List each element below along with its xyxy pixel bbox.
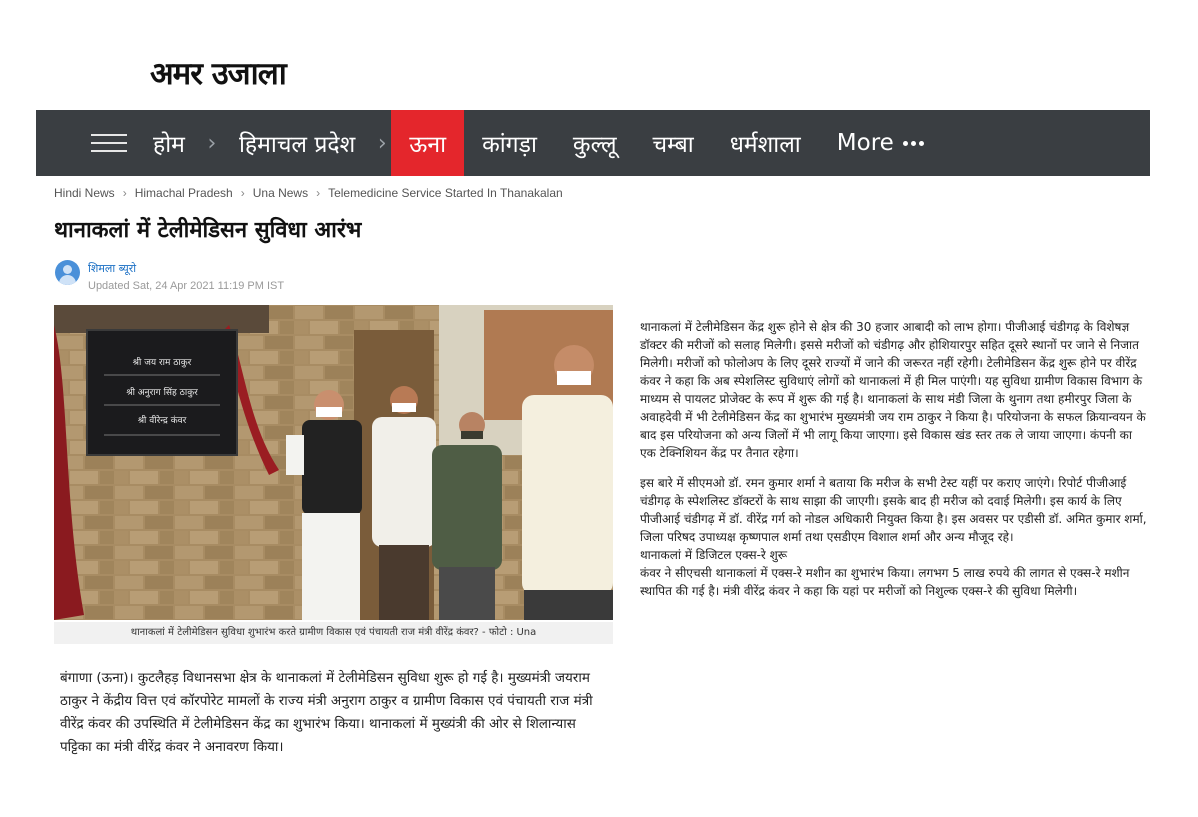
menu-icon[interactable] <box>91 132 127 154</box>
breadcrumb-link-una-news[interactable]: Una News <box>252 186 309 200</box>
article-photo <box>54 305 613 620</box>
breadcrumb-link-hindi-news[interactable]: Hindi News <box>54 186 115 200</box>
article-lead-paragraph: बंगाणा (ऊना)। कुटलैहड़ विधानसभा क्षेत्र के थानाकलां में टेलीमेडिसन सुविधा शुरू हो गई है। मुख्यमंत्री जयराम ठाकुर ने केंद्रीय वित्त एवं कॉरपोरेट मामलों के राज्य मंत्री अनुराग ठाकुर व ग्रामीण विकास एवं पंचायती राज मंत्री वीरेंद्र कंवर की उपस्थिति में टेलीमेडिसन केंद्र का शुभारंभ किया। थानाकलां में मुख्यंत्री की ओर से शिलान्यास पट्टिका का मंत्री वीरेंद्र कंवर ने अनावरण किया। <box>60 670 593 755</box>
plaque-line-3: श्री वीरेन्द्र कंवर <box>137 416 187 426</box>
author-avatar-icon <box>55 260 80 285</box>
updated-timestamp: Updated Sat, 24 Apr 2021 11:19 PM IST <box>88 280 285 292</box>
nav-item-dharamshala[interactable]: धर्मशाला <box>729 132 801 158</box>
article-subheading: थानाकलां में डिजिटल एक्स-रे शुरू <box>640 548 788 562</box>
chevron-right-icon: › <box>207 130 217 156</box>
article-paragraph: थानाकलां में टेलीमेडिसन केंद्र शुरू होने से क्षेत्र की 30 हजार आबादी को लाभ होगा। पीजीआई चंडीगढ़ के विशेषज्ञ डॉक्टर की मरीजों को सलाह मिलेगी। इससे मरीजों को चंडीगढ़ और होशियारपुर सहित दूसरे स्थानों पर जाने से निजात मिलेगी। मरीजों को फोलोअप के लिए दूसरे राज्यों में जाने की जरूरत नहीं रहेगी। टेलीमेडिसन केंद्र शुरू होने पर वीरेंद्र कंवर ने कहा कि अब स्पेशलिस्ट सुविधाएं लोगों को थानाकलां में ही मिल पाएंगी। यह सुविधा ग्रामीण विकास विभाग के माध्यम से पायलट प्रोजेक्ट के रूप में शुरू की गई है। थानाकलां के साथ मंडी जिला के थुनाग तथा हमीरपुर जिला के अवाहदेवी में भी टेलीमेडिसन केंद्र का शुभारंभ मुख्यमंत्री जय राम ठाकुर ने किया है। परियोजना के सफल क्रियान्वयन के बाद इस परियोजना को अन्य जिलों में भी लागू किया जाएगा। इसे विकास खंड स्तर तक ले जाया जाएगा। कंपनी का एक टेक्निशियन केंद्र पर तैनात रहेगा। <box>640 320 1146 460</box>
more-dots-icon <box>903 141 924 146</box>
article-paragraph: इस बारे में सीएमओ डॉ. रमन कुमार शर्मा ने बताया कि मरीज के सभी टेस्ट यहीं पर कराए जाएंगे। रिपोर्ट पीजीआई चंडीगढ़ के स्पेशलिस्ट डॉक्टरों के साथ साझा की जाएगी। इसके बाद ही मरीज को दवाई मिलेगी। इस कार्य के लिए पीजीआई चंडीगढ़ में डॉ. वीरेंद्र गर्ग को नोडल अधिकारी नियुक्त किया है। इस अवसर पर एडीसी डॉ. अमित कुमार शर्मा, जिला परिषद उपाध्यक्ष कृष्णपाल शर्मा तथा एसडीएम विशाल शर्मा और अन्य मौजूद रहे। <box>640 476 1147 544</box>
chevron-right-icon: › <box>316 186 321 200</box>
main-navbar <box>36 110 1150 176</box>
article-body <box>640 318 1150 600</box>
nav-more-button[interactable] <box>819 110 942 176</box>
breadcrumb-current: Telemedicine Service Started In Thanakalan <box>328 186 563 200</box>
photo-caption: थानाकलां में टेलीमेडिसन सुविधा शुभारंभ करते ग्रामीण विकास एवं पंचायती राज मंत्री वीरेंद्र कंवर? - फोटो : Una <box>54 622 613 644</box>
article-paragraph: कंवर ने सीएचसी थानाकलां में एक्स-रे मशीन का शुभारंभ किया। लगभग 5 लाख रुपये की लागत से एक्स-रे मशीन स्थापित की गई है। मंत्री वीरेंद्र कंवर ने कहा कि यहां पर मरीजों को निशुल्क एक्स-रे की सुविधा मिलेगी। <box>640 566 1130 598</box>
author-link[interactable]: शिमला ब्यूरो <box>88 262 137 275</box>
breadcrumb-link-himachal-pradesh[interactable]: Himachal Pradesh <box>134 186 233 200</box>
plaque-line-1: श्री जय राम ठाकुर <box>132 358 192 368</box>
chevron-right-icon: › <box>240 186 245 200</box>
nav-item-una[interactable]: ऊना <box>391 110 464 176</box>
chevron-right-icon: › <box>122 186 127 200</box>
article-headline: थानाकलां में टेलीमेडिसन सुविधा आरंभ <box>54 218 362 243</box>
plaque-line-2: श्री अनुराग सिंह ठाकुर <box>126 388 198 398</box>
nav-item-himachal-pradesh[interactable]: हिमाचल प्रदेश <box>238 132 356 158</box>
nav-item-kangra[interactable]: कांगड़ा <box>482 132 537 158</box>
nav-item-chamba[interactable]: चम्बा <box>652 132 694 158</box>
breadcrumb <box>54 186 563 200</box>
nav-item-kullu[interactable]: कुल्लू <box>572 132 617 158</box>
chevron-right-icon: › <box>377 130 387 156</box>
nav-item-home[interactable]: होम <box>153 132 185 158</box>
nav-more-label: More <box>836 130 894 156</box>
site-logo[interactable]: अमर उजाला <box>150 56 286 92</box>
